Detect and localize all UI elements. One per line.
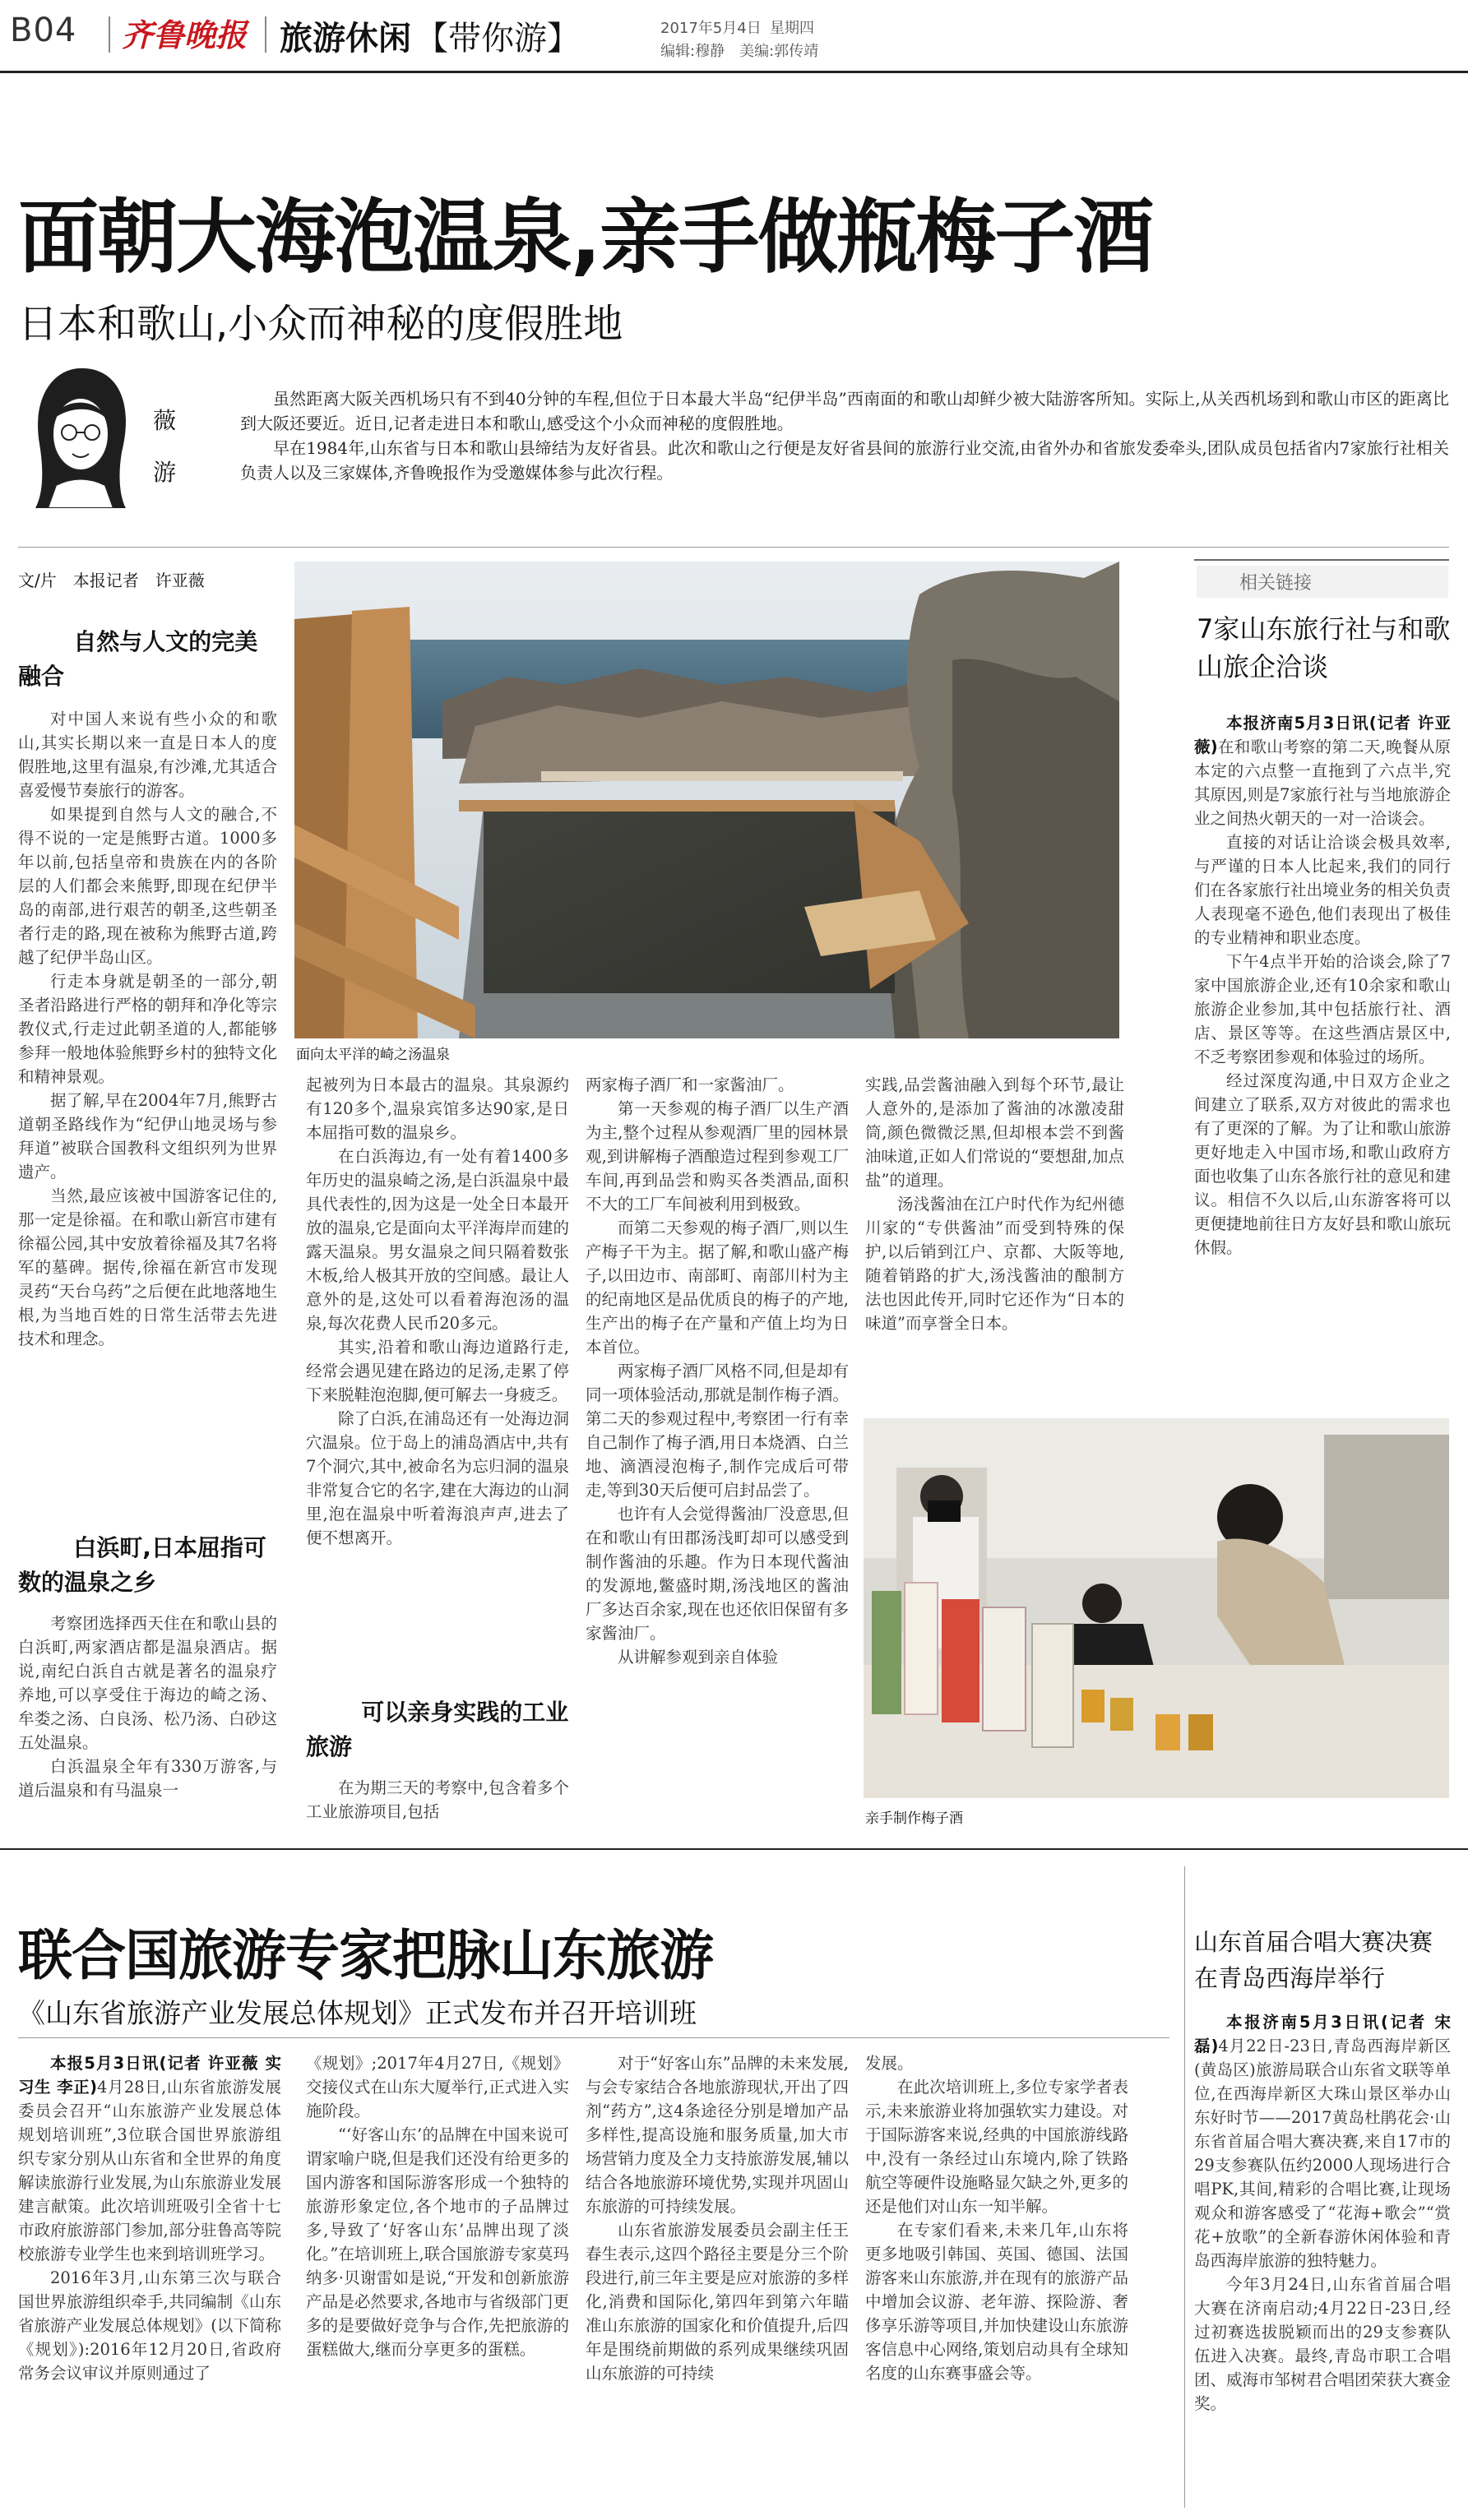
photo-seaside-onsen — [294, 562, 1119, 1038]
lead-text-2: 早在1984年,山东省与日本和歌山县缔结为友好省县。此次和歌山之行便是友好省县间的旅游行业交流,由省外办和省旅发委牵头,团队成员包括省内7家旅行社相关负责人以及三家媒体,齐鲁晚报作为受邀媒体参与此次行程。 — [240, 438, 1449, 483]
sidebar-para: 直接的对话让洽谈会极具效率,与严谨的日本人比起来,我们的同行们在各家旅行社出境业务的相关负责人表现毫不逊色,他们表现出了极佳的专业精神和职业态度。 — [1194, 833, 1452, 947]
photo2-caption: 亲手制作梅子酒 — [865, 1810, 963, 1827]
masthead-divider-1 — [109, 16, 110, 53]
section-title: 旅游休闲 — [280, 20, 411, 58]
second-para: 《规划》;2017年4月27日,《规划》交接仪式在山东大厦举行,正式进入实施阶段。 — [306, 2054, 569, 2120]
section-rule — [0, 1848, 1468, 1850]
col3-para: 两家梅子酒厂和一家酱油厂。 — [586, 1075, 794, 1094]
sidebar-dateline: 本报济南5月3日讯(记者 许亚薇) — [1194, 714, 1451, 756]
reporter-name-char-2: 游 — [153, 459, 177, 486]
photo-plum-wine — [864, 1418, 1449, 1798]
col1-para: 据了解,早在2004年7月,熊野古道朝圣路线作为“纪伊山地灵场与参拜道”被联合国教科文组织列为世界遗产。 — [18, 1091, 277, 1181]
second-para: 2016年3月,山东第三次与联合国世界旅游组织牵手,共同编制《山东省旅游产业发展总体规划》(以下简称《规划》):2016年12月20日,省政府常务会议审议并原则通过了 — [18, 2268, 281, 2383]
second-col-4 — [865, 2051, 1128, 2385]
col3-para: 两家梅子酒厂风格不同,但是却有同一项体验活动,那就是制作梅子酒。第二天的参观过程中,考察团一行有幸自己制作了梅子酒,用日本烧酒、白兰地、滴酒浸泡梅子,制作完成后可带走,等到30天后便可启封品尝了。 — [586, 1362, 849, 1500]
column-1-body-b — [18, 1611, 277, 1802]
col2-para: 在为期三天的考察中,包含着多个工业旅游项目,包括 — [306, 1778, 569, 1821]
chorus-para: 今年3月24日,山东省首届合唱大赛在济南启动;4月22日-23日,经过初赛选拔脱颖而出的29支参赛队伍进入决赛。最终,青岛市职工合唱团、威海市邹树君合唱团荣获大赛金奖。 — [1194, 2275, 1452, 2413]
chorus-para — [1194, 2010, 1451, 2273]
issue-weekday: 星期四 — [770, 20, 814, 37]
second-para: “‘好客山东’的品牌在中国来说可谓家喻户晓,但是我们还没有给更多的国内游客和国际游客形成一个独特的旅游形象定位,各个地市的子品牌过多,导致了‘好客山东’品牌出现了淡化。”在培训班上,联合国旅游专家莫玛纳多·贝谢雷如是说,“开发和创新旅游产品是必然要求,各地市与省级部门更多的是要做好竞争与合作,先把旅游的蛋糕做大,继而分享更多的蛋糕。 — [306, 2125, 569, 2359]
col3-para: 从讲解参观到亲自体验 — [618, 1648, 779, 1667]
chorus-body — [1194, 2010, 1451, 2416]
col1-para: 如果提到自然与人文的融合,不得不说的一定是熊野古道。1000多年以前,包括皇帝和贵族在内的各阶层的人们都会来熊野,即现在纪伊半岛的南部,进行艰苦的朝圣,这些朝圣者行走的路,现在被称为熊野古道,跨越了纪伊半岛山区。 — [18, 805, 277, 967]
main-headline: 面朝大海泡温泉,亲手做瓶梅子酒 — [18, 191, 1153, 284]
reporter-portrait — [23, 362, 138, 508]
col1-para: 行走本身就是朝圣的一部分,朝圣者沿路进行严格的朝拜和净化等宗教仪式,行走过此朝圣道的人,都能够参拜一般地体验熊野乡村的独特文化和精神景观。 — [18, 972, 277, 1086]
second-col-3 — [586, 2051, 849, 2385]
masthead-rule — [0, 71, 1468, 73]
column-2-body-b — [306, 1776, 569, 1824]
col3-para: 也许有人会觉得酱油厂没意思,但在和歌山有田郡汤浅町却可以感受到制作酱油的乐趣。作为日本现代酱油的发源地,鳖盛时期,汤浅地区的酱油厂多达百余家,现在也还依旧保留有多家酱油厂。 — [586, 1505, 849, 1643]
second-headline: 联合国旅游专家把脉山东旅游 — [18, 1924, 713, 1987]
column-2-body — [306, 1073, 569, 1550]
sidebar-para: 经过深度沟通,中日双方企业之间建立了联系,双方对彼此的需求也有了更深的了解。为了让和歌山旅游更好地走入中国市场,和歌山政府方面也收集了山东各旅行社的意见和建议。相信不久以后,山东游客将可以更便捷地前往日方友好县和歌山旅玩休假。 — [1194, 1071, 1452, 1257]
second-para: 对于“好客山东”品牌的未来发展,与会专家结合各地旅游现状,开出了四剂“药方”,这4条途径分别是增加产品多样性,提高设施和服务质量,加大市场营销力度及全力支持旅游发展,辅以结合各地旅游环境优势,实现并巩固山东旅游的可持续发展。 — [586, 2054, 849, 2216]
photo1-caption: 面向太平洋的崎之汤温泉 — [296, 1047, 450, 1063]
col2-para: 除了白浜,在浦岛还有一处海边洞穴温泉。位于岛上的浦岛酒店中,共有7个洞穴,其中,被命名为忘归洞的温泉非常复合它的名字,建在大海边的山洞里,泡在温泉中听着海浪声声,进去了便不想离开。 — [306, 1409, 569, 1547]
chorus-divider — [1184, 1866, 1185, 2508]
column-3-body — [586, 1073, 849, 1669]
chorus-dateline: 本报济南5月3日讯(记者 宋磊) — [1194, 2013, 1451, 2055]
masthead-divider-2 — [265, 16, 266, 53]
col2-para: 其实,沿着和歌山海边道路行走,经常会遇见建在路边的足汤,走累了停下来脱鞋泡泡脚,便可解去一身疲乏。 — [306, 1338, 569, 1404]
subheading-nature-culture: 自然与人文的完美融合 — [18, 628, 258, 690]
page-number: B04 — [10, 12, 77, 49]
column-4-body — [865, 1073, 1124, 1335]
related-link-tag: 相关链接 — [1197, 566, 1448, 598]
second-para: 在专家们看来,未来几年,山东将更多地吸引韩国、英国、德国、法国游客来山东旅游,并在现有的旅游产品中增加会议游、老年游、探险游、奢侈享乐游等项目,并加快建设山东旅游客信息中心网络,策划启动具有全球知名度的山东赛事盛会等。 — [865, 2221, 1128, 2383]
second-col-2 — [306, 2051, 569, 2361]
col1-para: 当然,最应该被中国游客记住的,那一定是徐福。在和歌山新宫市建有徐福公园,其中安放着徐福及其7名将军的墓碑。据传,徐福在新宫市发现灵药“天台乌药”之后便在此地落地生根,为当地百姓的日常生活带去先进技术和理念。 — [18, 1186, 277, 1348]
sidebar-top-rule — [1194, 559, 1449, 561]
main-subhead: 日本和歌山,小众而神秘的度假胜地 — [18, 301, 623, 347]
col3-para: 第一天参观的梅子酒厂以生产酒为主,整个过程从参观酒厂里的园林景观,到讲解梅子酒酿造过程到参观工厂车间,再到品尝和购买各类酒品,面积不大的工厂车间被利用到极致。 — [586, 1099, 849, 1214]
col4-para: 实践,品尝酱油融入到每个环节,最让人意外的,是添加了酱油的冰激凌甜筒,颜色微微泛黑,但却根本尝不到酱油味道,正如人们常说的“要想甜,加点盐”的道理。 — [865, 1075, 1124, 1190]
editors-line: 编辑:穆静 美编:郭传靖 — [660, 43, 819, 60]
sidebar-body — [1194, 711, 1451, 1260]
col1-para: 对中国人来说有些小众的和歌山,其实长期以来一直是日本人的度假胜地,这里有温泉,有沙滩,尤其适合喜爱慢节奏旅行的游客。 — [18, 710, 277, 800]
issue-date: 2017年5月4日 — [660, 20, 762, 37]
lead-text-1: 虽然距离大阪关西机场只有不到40分钟的车程,但位于日本最大半岛“纪伊半岛”西南面的和歌山却鲜少被大陆游客所知。实际上,从关西机场到和歌山市区的距离比到大阪还要近。近日,记者走进日本和歌山,感受这个小众而神秘的度假胜地。 — [240, 389, 1449, 433]
subheading-industrial-tourism: 可以亲身实践的工业旅游 — [306, 1699, 569, 1760]
sidebar-para-text: 在和歌山考察的第二天,晚餐从原本定的六点整一直拖到了六点半,究其原因,则是7家旅行社与当地旅游企业之间热火朝天的一对一洽谈会。 — [1194, 738, 1451, 828]
col2-para: 起被列为日本最古的温泉。其泉源约有120多个,温泉宾馆多达90家,是日本屈指可数的温泉乡。 — [306, 1075, 569, 1142]
second-dateline: 本报5月3日讯(记者 许亚薇 实习生 李正) — [18, 2054, 281, 2097]
second-subhead: 《山东省旅游产业发展总体规划》正式发布并召开培训班 — [18, 1997, 697, 2029]
col4-para: 汤浅酱油在江户时代作为纪州德川家的“专供酱油”而受到特殊的保护,以后销到江户、京都、大阪等地,随着销路的扩大,汤浅酱油的酿制方法也因此传开,同时它还作为“日本的味道”而享誉全日本。 — [865, 1195, 1124, 1333]
lead-paragraph — [240, 386, 1449, 485]
sidebar-para: 下午4点半开始的洽谈会,除了7家中国旅游企业,还有10余家和歌山旅游企业参加,其中包括旅行社、酒店、景区等等。在这些酒店景区中,不乏考察团参观和体验过的场所。 — [1194, 952, 1451, 1066]
chorus-headline: 山东首届合唱大赛决赛在青岛西海岸举行 — [1194, 1928, 1433, 1992]
second-para-text: 4月28日,山东省旅游发展委员会召开“山东旅游产业发展总体规划培训班”,3位联合国世界旅游组织专家分别从山东省和全世界的角度解读旅游行业发展,为山东旅游业发展建言献策。此次培训班吸引全省十七市政府旅游部门参加,部分驻鲁高等院校旅游专业学生也来到培训班学习。 — [18, 2078, 282, 2263]
second-story-rule — [18, 2037, 1169, 2038]
col2-para: 在白浜海边,有一处有着1400多年历史的温泉崎之汤,是白浜温泉中最具代表性的,因为这是一处全日本最开放的温泉,它是面向太平洋海岸而建的露天温泉。男女温泉之间只隔着数张木板,给人极其开放的空间感。最让人意外的是,这处可以看着海泡汤的温泉,每次花费人民币20多元。 — [306, 1147, 569, 1333]
second-para: 山东省旅游发展委员会副主任王春生表示,这四个路径主要是分三个阶段进行,前三年主要是应对旅游的多样化,消费和国际化,第四年到第六年瞄准山东旅游的国家化和价值提升,后四年是围绕前期做的系列成果继续巩固山东旅游的可持续 — [586, 2221, 849, 2383]
second-col-1 — [18, 2051, 281, 2385]
subheading-shirahama: 白浜町,日本屈指可数的温泉之乡 — [18, 1534, 266, 1596]
chorus-para-text: 4月22日-23日,青岛西海岸新区(黄岛区)旅游局联合山东省文联等单位,在西海岸新区大珠山景区举办山东好时节——2017黄岛杜鹃花会·山东省首届合唱大赛决赛,来自17市的29支参赛队伍约2000人现场进行合唱PK,其间,精彩的合唱比赛,让现场观众和游客感受了“花海+歌会”“赏花+放歌”的全新春游休闲体验和青岛西海岸旅游的独特魅力。 — [1194, 2037, 1451, 2270]
lead-rule — [18, 547, 1449, 548]
sidebar-headline: 7家山东旅行社与和歌山旅企洽谈 — [1197, 613, 1451, 682]
col1-para: 考察团选择西天住在和歌山县的白浜町,两家酒店都是温泉酒店。据说,南纪白浜自古就是著名的温泉疗养地,可以享受住于海边的崎之汤、牟娄之汤、白良汤、松乃汤、白砂这五处温泉。 — [18, 1614, 277, 1752]
column-name: 【带你游】 — [415, 20, 580, 58]
second-para: 发展。 — [865, 2054, 914, 2073]
col3-para: 而第二天参观的梅子酒厂,则以生产梅子干为主。据了解,和歌山盛产梅子,以田边市、南部町、南部川村为主的纪南地区是品优质良的梅子的产地,生产出的梅子在产量和产值上均为日本首位。 — [586, 1218, 849, 1357]
reporter-name-char-1: 薇 — [153, 407, 177, 434]
byline: 文/片 本报记者 许亚薇 — [18, 571, 205, 590]
second-para: 在此次培训班上,多位专家学者表示,未来旅游业将加强软实力建设。对于国际游客来说,经典的中国旅游线路中,没有一条经过山东境内,除了铁路航空等硬件设施略显欠缺之外,更多的还是他们对山东一知半解。 — [865, 2078, 1128, 2216]
sidebar-para — [1194, 711, 1451, 830]
column-1-body — [18, 707, 277, 1351]
paper-logo: 齐鲁晚报 — [122, 16, 248, 53]
second-para — [18, 2051, 281, 2266]
col1-para: 白浜温泉全年有330万游客,与道后温泉和有马温泉一 — [18, 1757, 277, 1800]
